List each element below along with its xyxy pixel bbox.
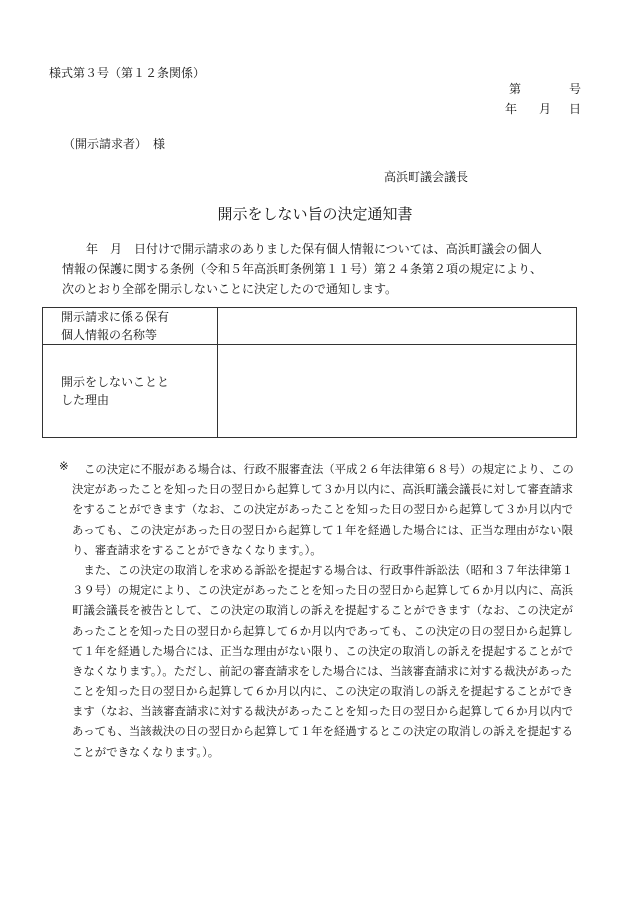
table-row [43, 345, 577, 438]
date-year: 年 [505, 102, 518, 116]
note-line: この決定に不服がある場合は、行政不服審査法（平成２６年法律第６８号）の規定により、この [84, 462, 574, 476]
table-row [43, 308, 577, 345]
doc-number-prefix: 第 [509, 82, 522, 96]
note-line: あっても、この決定があった日の翌日から起算して１年を経過した場合には、正当な理由がない限 [72, 522, 573, 537]
note-block [50, 459, 574, 762]
form-number: 様式第３号（第１２条関係） [49, 66, 206, 80]
note-line: ます（なお、当該審査請求に対する裁決があったことを知った日の翌日から起算して６か月以内で [72, 704, 574, 719]
doc-number-suffix: 号 [568, 82, 581, 96]
note-line: きなくなります。）。ただし、前記の審査請求をした場合には、当該審査請求に対する裁決があった [72, 663, 573, 678]
label-line: 個人情報の名称等 [61, 328, 158, 342]
note-line: 決定があったことを知った日の翌日から起算して３か月以内に、高浜町議会議長に対して審査請求 [72, 482, 574, 497]
note-line: て１年を経過した場合には、正当な理由がない限り、この決定の取消しの訴えを提起することがで [72, 643, 574, 658]
date-day: 日 [568, 102, 581, 116]
table-value-cell [218, 308, 577, 345]
note-line: あったことを知った日の翌日から起算して６か月以内であっても、この決定の日の翌日から起算し [72, 623, 573, 638]
document-title: 開示をしない旨の決定通知書 [217, 205, 413, 223]
label-line: した理由 [61, 393, 110, 407]
table-value-cell [218, 345, 577, 438]
intro-paragraph [62, 239, 542, 299]
info-table [42, 307, 577, 438]
note-line: ことができなくなります。）。 [72, 744, 220, 759]
note-line: り、審査請求をすることができなくなります。）。 [72, 542, 322, 557]
note-line: また、この決定の取消しを求める訴訟を提起する場合は、行政事件訴訟法（昭和３７年法律第１ [72, 562, 574, 577]
note-line: をすることができます（なお、この決定があったことを知った日の翌日から起算して３か月以内で [72, 502, 574, 517]
intro-line: 年 月 日付けで開示請求のありました保有個人情報については、高浜町議会の個人 [62, 242, 542, 256]
label-line: 開示請求に係る保有 [61, 310, 170, 324]
table-label-cell [43, 308, 218, 345]
table-label-cell [43, 345, 218, 438]
sender-name: 高浜町議会議長 [384, 170, 469, 184]
note-line: あっても、当該裁決の日の翌日から起算して１年を経過するとこの決定の取消しの訴えを提起する [72, 724, 574, 739]
note-line: ことを知った日の翌日から起算して６か月以内に、この決定の取消しの訴えを提起することができ [72, 684, 574, 699]
date-month: 月 [539, 102, 552, 116]
note-line: 町議会議長を被告として、この決定の取消しの訴えを提起することができます（なお、この決定が [72, 603, 573, 618]
note-line: ３９号）の規定により、この決定があったことを知った日の翌日から起算して６か月以内に、高浜 [72, 583, 574, 598]
note-mark: ※ [59, 459, 69, 473]
recipient-line: （開示請求者） 様 [63, 137, 166, 151]
label-line: 開示をしないことと [61, 375, 170, 389]
intro-line: 情報の保護に関する条例（令和５年高浜町条例第１１号）第２４条第２項の規定により、 [62, 262, 543, 276]
intro-line: 次のとおり全部を開示しないことに決定したので通知します。 [62, 282, 398, 296]
